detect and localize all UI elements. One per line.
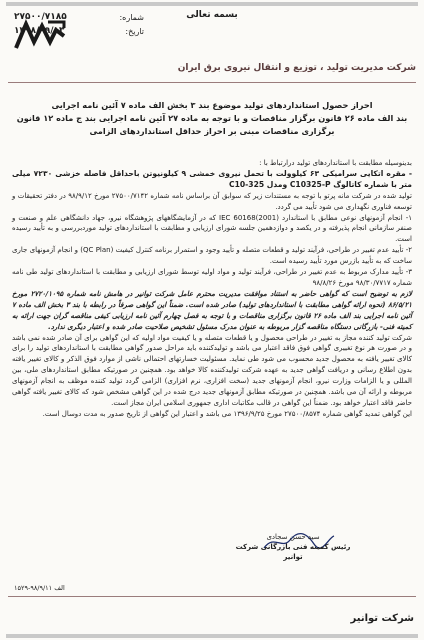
intro-line: بدینوسیله مطابقت با استانداردهای تولید درارتباط با : — [259, 159, 412, 167]
title-line-3: برگزاری مناقصات مبنی بر احراز حداقل استانداردهای الزامی — [89, 126, 335, 136]
letter-metadata — [14, 10, 144, 38]
top-border — [6, 2, 418, 6]
signature-block — [228, 532, 358, 562]
signatory-title: رئیس کمیته فنی بازرگانی شرکت توانیر — [235, 543, 351, 561]
date-label: تاریخ: — [125, 26, 144, 36]
number-row — [14, 10, 144, 24]
paragraph-1: تولید شده در شرکت مانه پرتو با توجه به مستندات زیر که سوابق آن براساس نامه شماره ۲۷۵۰۰/۷۱۴۲ مورخ ۹۸/۹/۱۲ در دفتر تحقیقات و توسعه فناوری نگهداری می شود تأیید می گردد. — [12, 191, 413, 211]
legal-note: لازم به توضیح است که گواهی حاضر به استناد موافقت مدیریت محترم عامل شرکت توانیر در هامش نامه شماره ۲۷۲۰/۱۰۹۵ مورخ ۸۶/۵/۲۱ (نحوه ارائه گواهی مطابقت با استانداردهای تولید) صادر شده است. ضمناً این گواهی صرفاً در رابطه با بند ۳ بخش الف ماده ۷ آئین نامه اجرایی بند الف ماده ۲۶ قانون برگزاری مناقصات و با توجه به فصل چهارم آئین نامه ارزیابی کیفی مناقصه گران جهت ارائه به کمیته فنی- بازرگانی دستگاه مناقصه گزار مربوطه به عنوان مدرک مسئول تشخیص صلاحیت صادر شده و اعتبار دیگری ندارد. — [12, 289, 412, 331]
bismillah-heading: بسمه تعالی — [186, 10, 238, 20]
date-row — [14, 24, 144, 38]
letter-date: ۱۳۹۸/۰۹/۱۳ — [14, 26, 65, 36]
title-line-2: بند الف ماده ۲۶ قانون برگزار مناقصات و با توجه به ماده ۲۷ آئین نامه اجرایی بند ج ماده ۱۲ قانون — [16, 113, 408, 123]
document-title — [12, 99, 412, 138]
paragraph-2: شرکت تولید کننده مجاز به تغییر در طراحی محصول و یا قطعات متصله و یا کیفیت مواد اولیه که این گواهی برای آن صادر شده نمی باشد و در صورت هر نوع تغییری گواهی فوق فاقد اعتبار می باشد و تولیدکننده باید مراحل صدور گواهی مطابقت با استانداردهای تولید را برای کالای تغییر یافته به محصول جدید محسوب می شود طی نماید. مسئولیت خسارتهای احتمالی ناشی از موارد فوق الذکر و کالای تغییر یافته بدون اطلاع رسانی و دریافت گواهی جدید به عهده شرکت تولیدکننده کالا خواهد بود. همچنین در صورتیکه مطابق استانداردهای ملی، بین المللی و یا الزامات وزارت نیرو، انجام آزمونهای جدید (سخت افزاری، نرم افزاری) الزامی گردد تولید کننده موظف به انجام آزمونهای مربوطه و ارائه آن می باشد. همچنین در صورتیکه مطابق آزمونهای جدید درج شده در این گواهی مشخص شود که کالای تغییر یافته گواهی حاضر فاقد اعتبار خواهد بود. ضمناً این گواهی در قالب مکاتبات اداری جمهوری اسلامی ایران مجاز است. — [12, 333, 412, 407]
bottom-border — [6, 634, 418, 638]
letter-number: ۲۷۵۰۰/۷۱۸۵ — [14, 12, 67, 22]
reference-code: الف ۹۸/۹/۱۱-۱۵۲۹ — [14, 584, 65, 592]
number-label: شماره: — [119, 12, 144, 22]
footer-divider — [8, 596, 416, 597]
product-description: - مقره اتکایی سرامیکی ۶۳ کیلوولت با تحمل نیروی خمشی ۹ کیلونیوتن باحداقل فاصله خزشی ۷۲۳۰ میلی متر با شماره کاتالوگ C10325-P ومدل C10-325 — [12, 168, 412, 189]
header-divider — [8, 82, 416, 83]
item-2: ۲- تأیید عدم تغییر در طراحی، فرآیند تولید و قطعات متصله و تأیید وجود و استمرار برنامه کنترل کیفیت (QC Plan) و انجام آزمونهای جاری ساخت که به تأیید بازرس مورد تأیید رسیده است. — [12, 246, 413, 266]
item-3: ۳- تأیید مدارک مربوط به عدم تغییر در طراحی، فرآیند تولید و مواد اولیه توسط شورای ارزیابی و مطابقت با استانداردهای تولید طی نامه شماره ۹۸/۳۰/۷۷۱۷ مورخ ۹۸/۸/۲۶ — [12, 268, 412, 287]
paragraph-3: این گواهی تمدید گواهی شماره ۲۷۵۰۰/۸۵۷۴ مورخ ۱۳۹۶/۹/۲۵ می باشد و اعتبار این گواهی از تاریخ صدور به مدت دوسال است. — [42, 409, 412, 418]
letter-body — [12, 158, 412, 420]
issuer-company: شرکت مدیریت تولید ، توزیع و انتقال نیروی برق ایران — [177, 63, 416, 73]
footer-company: شرکت توانیر — [350, 613, 414, 624]
signatory-name: سید حسن سجادی — [266, 533, 320, 541]
item-1: ۱- انجام آزمونهای نوعی مطابق با استاندارد IEC 60168(2001) که در آزمایشگاههای پژوهشگاه نیرو، جهاد دانشگاهی علم و صنعت و صنفر سازمانی انجام پذیرفته و در یکصد و دوازدهمین جلسه شورای ارزیابی و مطابقت با استانداردهای تولید موردبررسی و به تأیید رسیده است. — [12, 213, 412, 244]
title-line-1: احراز حصول استانداردهای تولید موضوع بند ۳ بخش الف ماده ۷ آئین نامه اجرایی — [51, 100, 373, 110]
